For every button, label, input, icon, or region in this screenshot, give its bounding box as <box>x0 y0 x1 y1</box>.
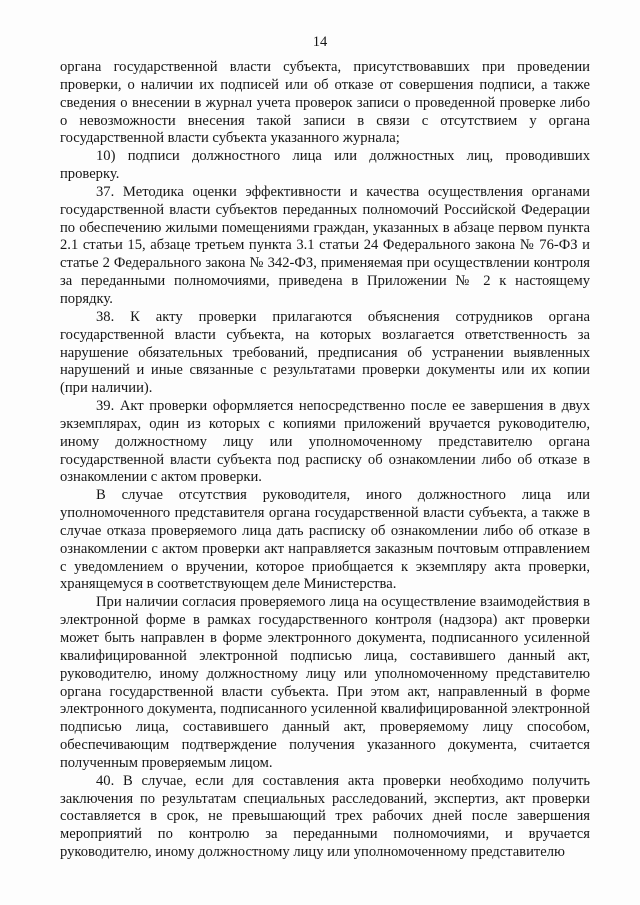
paragraph-continuation: органа государственной власти субъекта, присутствовавших при проведении проверки, о наличии их подписей или об отказе от совершения подписи, а также сведения о внесении в журнал учета проверок записи о проведенной проверке либо о невозможности внесения такой записи в связи с отсутствием у органа государственной власти субъекта указанного журнала; <box>60 59 590 147</box>
paragraph-40: 40. В случае, если для составления акта проверки необходимо получить заключения по результатам специальных расследований, экспертиз, акт проверки составляется в срок, не превышающий трех рабочих дней после завершения мероприятий по контролю за переданными полномочиями, и вручается руководителю, иному должностному лицу или уполномоченному представителю <box>60 772 590 861</box>
paragraph-38: 38. К акту проверки прилагаются объяснения сотрудников органа государственной власти субъекта, на которых возлагается ответственность за нарушение обязательных требований, предписания об устранении выявленных нарушений и иные связанные с результатами проверки документы или их копии (при наличии). <box>60 308 590 397</box>
paragraph-39-absence: В случае отсутствия руководителя, иного должностного лица или уполномоченного представителя органа государственной власти субъекта, а также в случае отказа проверяемого лица дать расписку об ознакомлении либо об отказе в ознакомлении с актом проверки акт направляется заказным почтовым отправлением с уведомлением о вручении, которое приобщается к экземпляру акта проверки, хранящемуся в соответствующем деле Министерства. <box>60 487 590 593</box>
paragraph-item-10: 10) подписи должностного лица или должностных лиц, проводивших проверку. <box>60 148 590 183</box>
paragraph-39: 39. Акт проверки оформляется непосредственно после ее завершения в двух экземплярах, один из которых с копиями приложений вручается руководителю, иному должностному лицу или уполномоченному представителю органа государственной власти субъекта под расписку об ознакомлении либо об отказе в ознакомлении с актом проверки. <box>60 398 590 486</box>
paragraph-39-electronic: При наличии согласия проверяемого лица на осуществление взаимодействия в электронной форме в рамках государственного контроля (надзора) акт проверки может быть направлен в форме электронного документа, подписанного усиленной квалифицированной электронной подписью лица, составившего данный акт, руководителю, иному должностному лицу или уполномоченному представителю органа государственной власти субъекта. При этом акт, направленный в форме электронного документа, подписанного усиленной квалифицированной электронной подписью лица, составившего данный акт, проверяемому лицу способом, обеспечивающим подтверждение получения указанного документа, считается полученным проверяемым лицом. <box>60 594 590 771</box>
paragraph-37: 37. Методика оценки эффективности и качества осуществления органами государственной власти субъектов переданных полномочий Российской Федерации по обеспечению жилыми помещениями граждан, указанных в абзаце первом пункта 2.1 статьи 15, абзаце третьем пункта 3.1 статьи 24 Федерального закона № 76-ФЗ и статье 2 Федерального закона № 342-ФЗ, применяемая при осуществлении контроля за переданными полномочиями, приведена в Приложении № 2 к настоящему порядку. <box>60 183 590 307</box>
document-body <box>60 59 590 862</box>
page-number: 14 <box>312 34 328 50</box>
